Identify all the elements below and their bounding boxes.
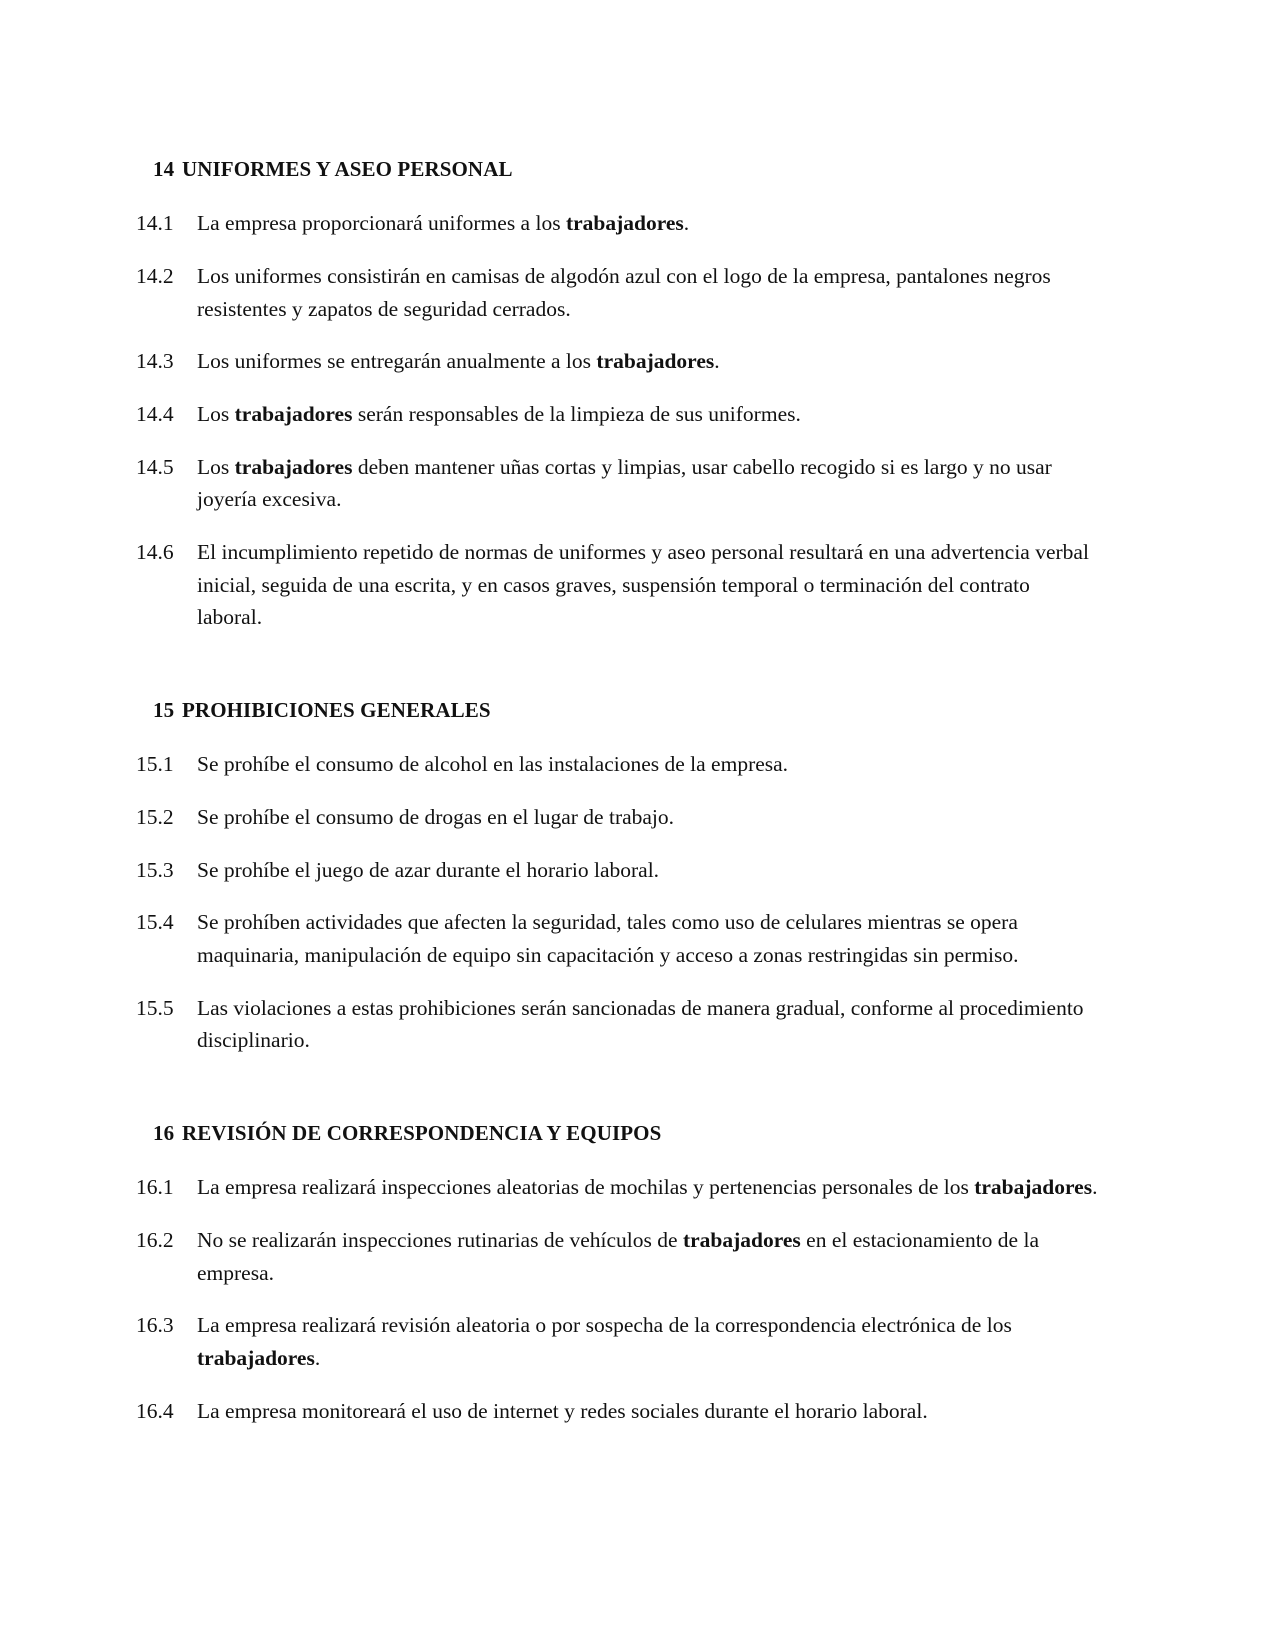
clause-text-run: . [314, 1346, 321, 1371]
clause [136, 906, 1100, 971]
section-title: REVISIÓN DE CORRESPONDENCIA Y EQUIPOS [182, 1121, 662, 1146]
clause-text-run: Se prohíbe el consumo de alcohol en las instalaciones de la empresa. [197, 752, 789, 777]
clause-number: 15.1 [136, 752, 174, 777]
clause-number: 14.5 [136, 454, 174, 479]
clause-text [197, 854, 1100, 887]
clause-text-emphasis: trabajadores [234, 454, 353, 479]
clause-text-run: Las violaciones a estas prohibiciones serán sancionadas de manera gradual, conforme al procedimiento disciplinario. [197, 995, 1084, 1053]
section-heading [136, 1119, 1100, 1147]
clause [136, 1171, 1100, 1204]
clause-text-run: El incumplimiento repetido de normas de uniformes y aseo personal resultará en una advertencia verbal inicial, seguida de una escrita, y en casos graves, suspensión temporal o terminación del contrato laboral. [197, 540, 1089, 630]
clause-number: 16.2 [136, 1228, 174, 1253]
clause [136, 345, 1100, 378]
clause-text-run: Los uniformes consistirán en camisas de algodón azul con el logo de la empresa, pantalones negros resistentes y zapatos de seguridad cerrados. [197, 264, 1051, 321]
clause-text-run: Se prohíbe el juego de azar durante el horario laboral. [197, 857, 660, 882]
clause [136, 260, 1100, 325]
clause-number: 16.4 [136, 1398, 174, 1423]
document-section [136, 696, 1100, 1057]
clause-text-emphasis: trabajadores [682, 1228, 801, 1253]
clause [136, 801, 1100, 834]
clause-text-run: La empresa proporcionará uniformes a los [197, 211, 566, 236]
clause [136, 451, 1100, 516]
document-section [136, 1119, 1100, 1427]
clause-text-run: serán responsables de la limpieza de sus uniformes. [352, 402, 801, 427]
clause-number: 15.4 [136, 910, 174, 935]
clause-text [197, 451, 1100, 516]
section-title: PROHIBICIONES GENERALES [182, 698, 491, 723]
clause-text [197, 1309, 1100, 1374]
clause-text-run: Los [197, 454, 235, 479]
section-number: 14 [153, 157, 175, 181]
clause-text-run: Se prohíben actividades que afecten la seguridad, tales como uso de celulares mientras se opera maquinaria, manipulación de equipo sin capacitación y acceso a zonas restringidas sin permiso. [197, 910, 1019, 968]
section-heading [136, 696, 1100, 724]
clause-text [197, 536, 1100, 634]
clause-text [197, 398, 1100, 431]
clause-text-run: . [714, 349, 720, 374]
clause-text [197, 207, 1100, 240]
clause [136, 992, 1100, 1057]
section-heading [136, 155, 1100, 183]
clause-text-run: La empresa realizará revisión aleatoria o por sospecha de la correspondencia electrónica de los [197, 1313, 1012, 1338]
clause [136, 748, 1100, 781]
clause-text-run: Se prohíbe el consumo de drogas en el lugar de trabajo. [197, 805, 675, 830]
clause [136, 207, 1100, 240]
clause-text [197, 748, 1100, 781]
clause [136, 1395, 1100, 1428]
clause-number: 15.5 [136, 995, 174, 1020]
section-number: 16 [153, 1121, 175, 1146]
clause-text-emphasis: trabajadores [974, 1175, 1093, 1200]
clause-text [197, 1224, 1100, 1289]
clause-text-run: La empresa realizará inspecciones aleatorias de mochilas y pertenencias personales de los [197, 1175, 975, 1200]
clause-text-emphasis: trabajadores [596, 349, 715, 374]
clause [136, 854, 1100, 887]
clause-text [197, 1171, 1100, 1204]
clause [136, 398, 1100, 431]
clause-text [197, 1395, 1100, 1428]
document-body [136, 155, 1100, 1427]
clause-text-run: La empresa monitoreará el uso de internet y redes sociales durante el horario laboral. [197, 1398, 928, 1423]
clause-text [197, 906, 1100, 971]
clause-number: 14.2 [136, 264, 174, 289]
clause-number: 14.3 [136, 349, 174, 374]
clause-number: 15.2 [136, 805, 174, 830]
clause-number: 14.4 [136, 402, 174, 427]
clause-text-run: . [683, 211, 690, 236]
clause-text-run: deben mantener uñas cortas y limpias, usar cabello recogido si es largo y no usar joyería excesiva. [197, 454, 1052, 512]
clause-text-run: en el estacionamiento de la empresa. [197, 1228, 1039, 1285]
clause-text [197, 992, 1100, 1057]
document-section [136, 155, 1100, 634]
clause-text-emphasis: trabajadores [565, 211, 684, 236]
clause-text-run: No se realizarán inspecciones rutinarias de vehículos de [197, 1228, 683, 1253]
clause-text-emphasis: trabajadores [197, 1346, 315, 1371]
clause [136, 1224, 1100, 1289]
clause-text [197, 801, 1100, 834]
clause [136, 536, 1100, 634]
section-title: UNIFORMES Y ASEO PERSONAL [182, 157, 513, 181]
clause-text-run: . [1092, 1175, 1098, 1200]
clause-text-run: Los [197, 402, 235, 427]
clause-number: 16.3 [136, 1313, 174, 1338]
clause-number: 15.3 [136, 857, 174, 882]
clause-text-emphasis: trabajadores [234, 402, 353, 427]
clause-text [197, 260, 1100, 325]
section-number: 15 [153, 698, 175, 723]
clause-number: 14.6 [136, 540, 174, 565]
clause-text [197, 345, 1100, 378]
clause [136, 1309, 1100, 1374]
clause-text-run: Los uniformes se entregarán anualmente a los [197, 349, 597, 374]
clause-number: 14.1 [136, 211, 174, 236]
clause-number: 16.1 [136, 1175, 174, 1200]
